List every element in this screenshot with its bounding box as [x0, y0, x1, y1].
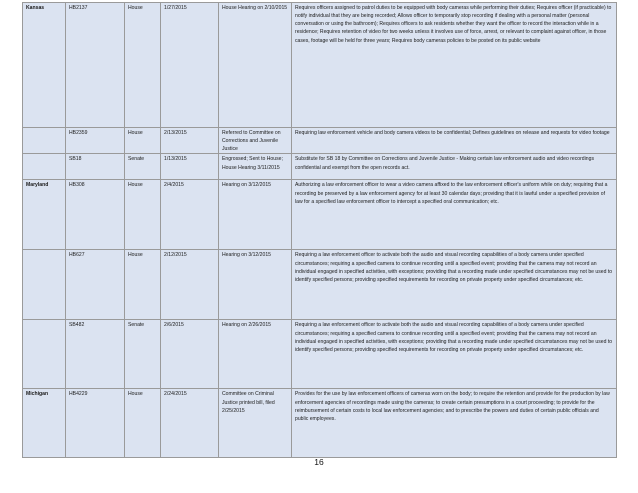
table-row: [23, 180, 617, 250]
table-row: [23, 250, 617, 320]
bill-number-cell: HB308: [66, 180, 125, 250]
chamber-cell: House: [125, 180, 161, 250]
status-cell: Hearing on 2/26/2015: [219, 320, 292, 389]
status-cell: Hearing on 3/12/2015: [219, 250, 292, 320]
date-cell: 1/13/2015: [161, 154, 219, 180]
state-cell: [23, 128, 66, 154]
page-number: 16: [314, 457, 324, 467]
summary-cell: Provides for the use by law enforcement officers of cameras worn on the body; to require the retention and provide for the production by law enforcement agencies of recordings made using the cameras; to create certain presumptions in a court proceeding; to provide for the reimbursement of certain costs to local law enforcement agencies; and to prescribe the powers and duties of certain public officials and public employees.: [292, 389, 617, 458]
table-row: [23, 389, 617, 458]
chamber-cell: Senate: [125, 320, 161, 389]
summary-cell: Authorizing a law enforcement officer to wear a video camera affixed to the law enforcement officer's uniform while on duty; requiring that a recording be preserved by a law enforcement agency for at least 30 calendar days; providing that it is lawful under a specified provision of law for a specified law enforcement officer to intercept a specified oral communication; etc.: [292, 180, 617, 250]
legislation-table: [22, 2, 617, 458]
chamber-cell: Senate: [125, 154, 161, 180]
bill-number-cell: HB4229: [66, 389, 125, 458]
status-cell: Committee on Criminal Justice printed bill, filed 2/25/2015: [219, 389, 292, 458]
date-cell: 2/13/2015: [161, 128, 219, 154]
status-cell: Hearing on 3/12/2015: [219, 180, 292, 250]
status-cell: Referred to Committee on Corrections and Juvenile Justice: [219, 128, 292, 154]
chamber-cell: House: [125, 250, 161, 320]
bill-number-cell: SB482: [66, 320, 125, 389]
date-cell: 2/6/2015: [161, 320, 219, 389]
table-row: [23, 320, 617, 389]
summary-cell: Requiring a law enforcement officer to activate both the audio and visual recording capabilities of a body camera under specified circumstances; requiring a specified camera to continue recording until a specified event; providing that the camera may not record an individual engaged in specified activities, with exceptions; providing that a recording made under specified circumstances may not be used to identify specified persons; providing specified requirements for recording on private property under specified circumstances; etc.: [292, 320, 617, 389]
state-cell: Kansas: [23, 3, 66, 128]
chamber-cell: House: [125, 3, 161, 128]
status-cell: Engrossed; Sent to House; House Hearing 3/11/2015: [219, 154, 292, 180]
status-cell: House Hearing on 2/10/2015: [219, 3, 292, 128]
date-cell: 1/27/2015: [161, 3, 219, 128]
bill-number-cell: HB2359: [66, 128, 125, 154]
date-cell: 2/4/2015: [161, 180, 219, 250]
state-cell: [23, 250, 66, 320]
summary-cell: Substitute for SB 18 by Committee on Corrections and Juvenile Justice - Making certain law enforcement audio and video recordings confidential and exempt from the open records act.: [292, 154, 617, 180]
summary-cell: Requires officers assigned to patrol duties to be equipped with body cameras while performing their duties; Requires officer (if practicable) to notify individual that they are being recorded; Allows officer to temporarily stop recording if dealing with a personal matter (personal conversation or using the bathroom); Requires officers to ask residents whether they want the officer to record the interaction while in a residence; Requires retention of video for two weeks unless it involves use of force, arrest, or relevant to complaint against officer, in those cases, footage will be held for three years; Requires body cameras policies to be posted on its public website: [292, 3, 617, 128]
table-row: [23, 3, 617, 128]
chamber-cell: House: [125, 128, 161, 154]
table-row: [23, 154, 617, 180]
state-cell: Michigan: [23, 389, 66, 458]
state-cell: Maryland: [23, 180, 66, 250]
chamber-cell: House: [125, 389, 161, 458]
state-cell: [23, 154, 66, 180]
state-cell: [23, 320, 66, 389]
bill-number-cell: SB18: [66, 154, 125, 180]
summary-cell: Requiring law enforcement vehicle and body camera videos to be confidential; Defines guidelines on release and requests for video footage: [292, 128, 617, 154]
summary-cell: Requiring a law enforcement officer to activate both the audio and visual recording capabilities of a body camera under specified circumstances; requiring a specified camera to continue recording until a specified event; providing that the camera may not record an individual engaged in specified activities, with exceptions; providing that a recording made under specified circumstances may not be used to identify specified persons; providing specified requirements for recording on private property under specified circumstances; etc.: [292, 250, 617, 320]
bill-number-cell: HB627: [66, 250, 125, 320]
date-cell: 2/12/2015: [161, 250, 219, 320]
bill-number-cell: HB2137: [66, 3, 125, 128]
date-cell: 2/24/2015: [161, 389, 219, 458]
table-row: [23, 128, 617, 154]
